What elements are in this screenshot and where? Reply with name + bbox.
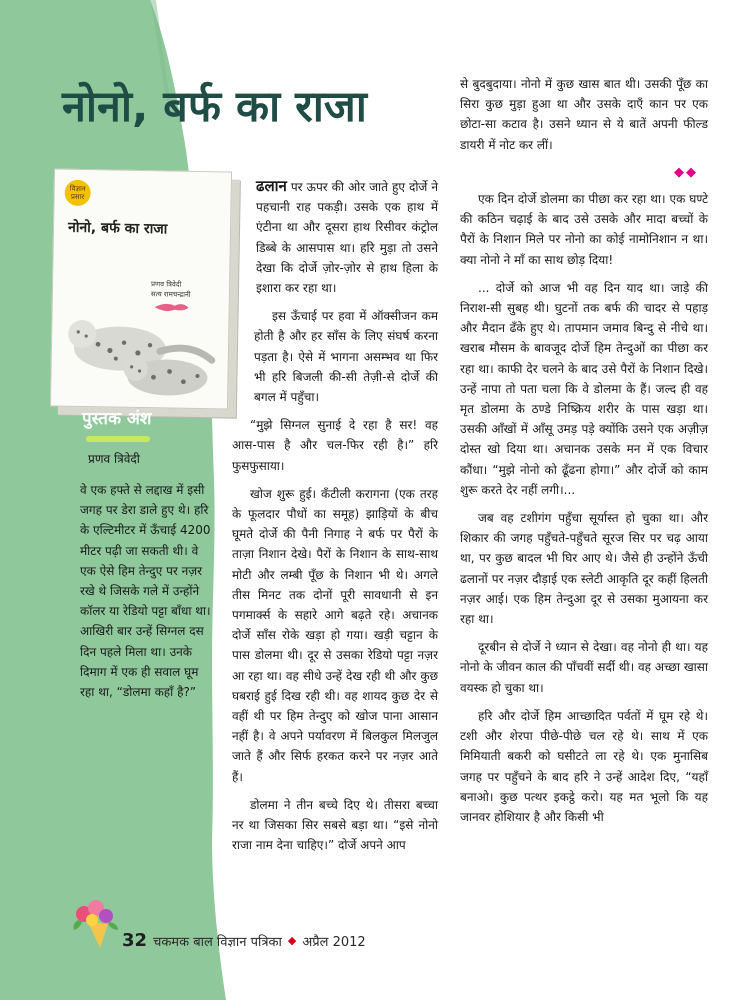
paragraph: जब वह टशीगंग पहुँचा सूर्यास्त हो चुका था। और शिकार की जगह पहुँचते-पहुँचते सूरज सिर पर चढ़ आया था, पर कुछ बादल भी घिर आए थे। जैसे ही उन्होंने ऊँची ढलानों पर नज़र दौड़ाई एक स्लेटी आकृति दूर कहीं हिलती नज़र आई। एक हिम तेन्दुआ दूर से उसका मुआयना कर रहा था। xyxy=(460,511,708,627)
paragraph-text: पर ऊपर की ओर जाते हुए दोर्जे ने पहचानी राह पकड़ी। उसके एक हाथ में एंटीना था और दूसरा हाथ रिसीवर कंट्रोल डिब्बे के आसपास था। हरि मुड़ा तो उसने देखा कि दोर्जे ज़ोर-ज़ोर से हाथ हिला के इशारा कर रहा था। xyxy=(256,180,438,296)
paragraph: से बुदबुदाया। नोनो में कुछ खास बात थी। उसकी पूँछ का सिरा कुछ मुड़ा हुआ था और उसके दाएँ कान पर एक छोटा-सा कटाव है। उसने ध्यान से ये बातें अपनी फील्ड डायरी में नोट कर लीं। xyxy=(460,77,708,152)
lead-word: ढलान xyxy=(256,177,287,195)
paragraph: ... दोर्जे को आज भी वह दिन याद था। जाड़े की निराश-सी सुबह थी। घुटनों तक बर्फ की चादर से पहाड़ और मैदान ढँके हुए थे। तापमान जमाव बिन्दु से नीचे था। खराब मौसम के बावजूद दोर्जे हिम तेन्दुओं का पीछा कर रहा था। काफी देर चलने के बाद उसे पैरों के निशान दिखे। उन्हें नापा तो पता चला कि वे डोलमा के हैं। जल्द ही वह मृत डोलमा के ठण्डे निष्क्रिय शरीर के पास खड़ा था। उसकी आँखों में आँसू उमड़ पड़े क्योंकि उसने एक अज़ीज़ दोस्त खो दिया था। अचानक उसके मन में एक विचार कौंधा। “मुझे नोनो को ढूँढना होगा।” और दोर्जे को काम शुरू करते देर नहीं लगी।... xyxy=(460,280,708,497)
diamond-separator-icon: ◆ xyxy=(287,934,297,947)
book-cover-author: प्रणव त्रिवेदी xyxy=(151,280,182,289)
magazine-name: चकमक बाल विज्ञान पत्रिका xyxy=(153,934,282,950)
book-cover-title: नोनो, बर्फ का राजा xyxy=(67,219,168,238)
paragraph: डोलमा ने तीन बच्चे दिए थे। तीसरा बच्चा नर था जिसका सिर सबसे बड़ा था। “इसे नोनो राजा नाम देना चाहिए।” दोर्जे अपने आप xyxy=(232,797,438,853)
book-cover-author: सत्य रामचन्द्रानी xyxy=(150,290,191,299)
snow-leopard-illustration xyxy=(57,290,223,403)
paragraph xyxy=(256,176,438,298)
article-column-middle xyxy=(232,176,438,864)
paragraph: दूरबीन से दोर्जे ने ध्यान से देखा। वह नोनो ही था। यह नोनो के जीवन काल की पाँचवीं सर्दी थी। वह अच्छा खासा वयस्क हो चुका था। xyxy=(460,640,708,695)
section-label: पुस्तक अंश xyxy=(82,409,152,429)
paragraph: “मुझे सिग्नल सुनाई दे रहा है सर! वह आस-पास है और चल-फिर रही है।” हरि फुसफुसाया। xyxy=(232,418,438,473)
paragraph: एक दिन दोर्जे डोलमा का पीछा कर रहा था। एक घण्टे की कठिन चढ़ाई के बाद उसे उसके और मादा बच्चों के पैरों के निशान मिले पर नोनो का कोई नामोनिशान न था। क्या नोनो ने माँ का साथ छोड़ दिया! xyxy=(460,192,708,267)
issue-date: अप्रैल 2012 xyxy=(302,934,366,950)
flower-bouquet-icon xyxy=(70,898,120,950)
paragraph: हरि और दोर्जे हिम आच्छादित पर्वतों में घूम रहे थे। टशी और शेरपा पीछे-पीछे चल रहे थे। साथ में एक मिमियाती बकरी को घसीटते ला रहे थे। एक मुनासिब जगह पर पहुँचने के बाद हरि ने उन्हें आदेश दिए, “यहाँ बनाओ। कुछ पत्थर इकट्ठे करो। यह मत भूलो कि यह जानवर होशियार है और किसी भी xyxy=(460,708,708,824)
paragraph: इस ऊँचाई पर हवा में ऑक्सीजन कम होती है और हर साँस के लिए संघर्ष करना पड़ता है। ऐसे में भागना असम्भव था फिर भी हरि बिजली की-सी तेज़ी-से दोर्जे की बगल में पहुँचा। xyxy=(254,309,438,405)
page-footer xyxy=(122,930,366,951)
paragraph: खोज शुरू हुई। कँटीली करागना (एक तरह के फूलदार पौधों का समूह) झाड़ियों के बीच घूमते दोर्जे की पैनी निगाह ने बर्फ पर पैरों के ताज़ा निशान देखे। पैरों के निशान के साथ-साथ मोटी और लम्बी पूँछ के निशान भी थे। अगले तीस मिनट तक दोनों पूरी सावधानी से इन पगमार्क्स के सहारे आगे बढ़ते रहे। अचानक दोर्जे साँस रोके खड़ा हो गया। खड़ी चट्टान के पास डोलमा थी। दूर से उसका रेडियो पट्टा नज़र आ रहा था। वह सीधे उन्हें देख रही थी और कुछ घबराई हुई दिख रही थी। वह शायद कुछ देर से वहीं थी पर हिम तेन्दुए को खोज पाना आसान नहीं है। वे अपने पर्यावरण में बिलकुल मिलजुल जाते हैं और सिर्फ हरकत करने पर नज़र आते हैं। xyxy=(232,486,438,784)
section-label-underline xyxy=(86,436,150,442)
article-column-right xyxy=(460,74,708,835)
article-title: नोनो, बर्फ का राजा xyxy=(62,82,367,132)
diamond-divider-icon: ◆◆ xyxy=(674,164,698,180)
page-number: 32 xyxy=(122,930,148,951)
book-publisher-badge: विज्ञान प्रसार xyxy=(64,180,90,206)
author-name: प्रणव त्रिवेदी xyxy=(88,452,140,466)
sidebar-intro-text: वे एक हफ्ते से लद्दाख में इसी जगह पर डेरा डाले हुए थे। हरि के एल्टिमीटर में ऊँचाई 4200 मीटर पढ़ी जा सकती थी। वे एक ऐसे हिम तेन्दुए पर नज़र रखे थे जिसके गले में उन्होंने कॉलर या रेडियो पट्टा बाँधा था। आखिरी बार उन्हें सिग्नल दस दिन पहले मिला था। उनके दिमाग में एक ही सवाल घूम रहा था, “डोलमा कहाँ है?” xyxy=(80,483,211,700)
book-cover xyxy=(50,168,232,409)
